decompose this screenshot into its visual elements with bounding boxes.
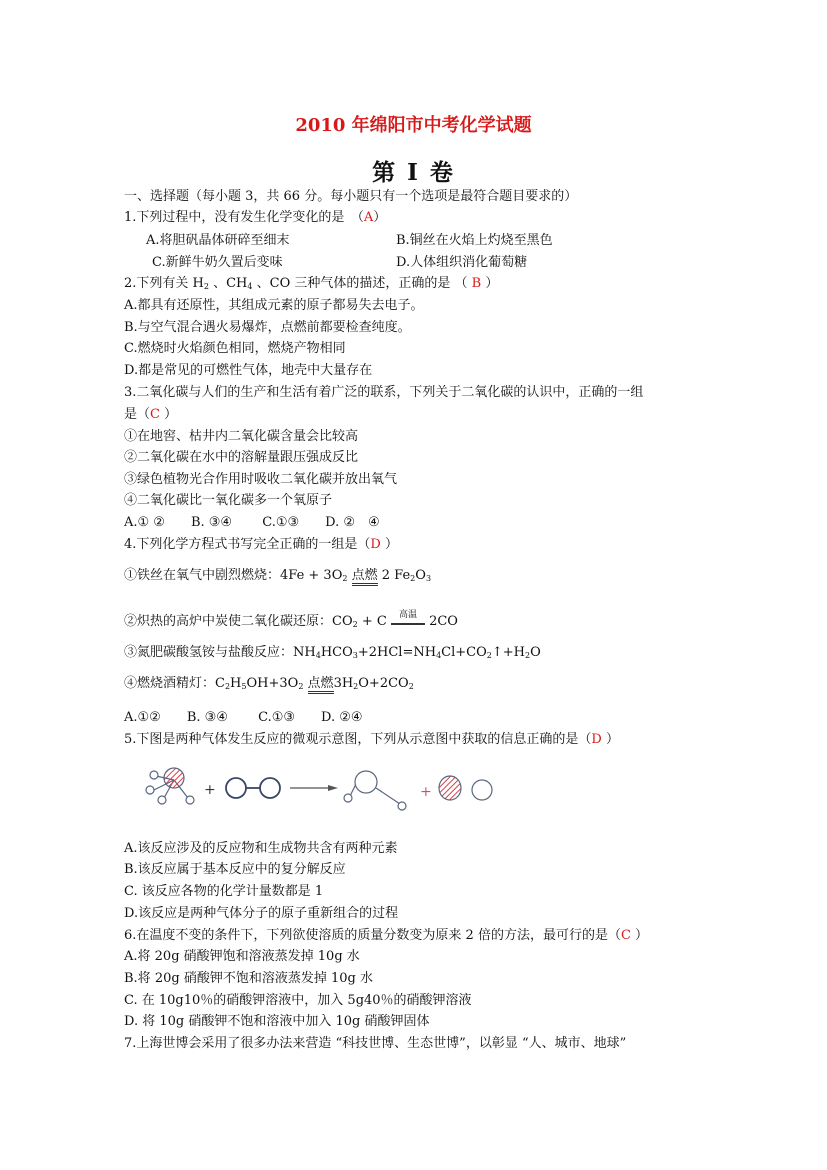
- molecule-reaction-diagram: [138, 760, 508, 820]
- q1-option-b: B.铜丝在火焰上灼烧至黑色: [396, 233, 553, 248]
- q4-equation-3: ③氮肥碳酸氢铵与盐酸反应：$NH_4HCO_3+2HCl=NH_4Cl+CO_2↑+H_2O$: [124, 645, 541, 660]
- q1-option-a: A.将胆矾晶体研碎至细末: [146, 233, 290, 248]
- q3-statement-4: ④二氧化碳比一氧化碳多一个氧原子: [124, 493, 333, 508]
- question-6-stem: 6.在温度不变的条件下，下列欲使溶质的质量分数变为原来 2 倍的方法，最可行的是（C ）: [124, 928, 649, 943]
- q5-option-a: A.该反应涉及的反应物和生成物共含有两种元素: [124, 841, 398, 856]
- ignite-condition: 点燃: [352, 568, 378, 586]
- q1-option-c: C.新鲜牛奶久置后变味: [152, 255, 283, 270]
- section-heading: 一、选择题（每小题 3，共 66 分。每小题只有一个选项是最符合题目要求的）: [124, 189, 578, 204]
- volume-heading: 第 I 卷: [372, 159, 455, 186]
- methane-molecule: [146, 768, 194, 804]
- q4-equation-4: ④燃烧酒精灯：$C_2H_5OH+3O_2$ 点燃$3H_2O+2CO_2$: [124, 675, 414, 695]
- plus-sign-1: +: [204, 782, 216, 798]
- question-3-stem-cont: 是（C ）: [124, 407, 178, 422]
- question-7-stem: 7.上海世博会采用了很多办法来营造 “科技世博、生态世博”，以彰显 “人、城市、地球”: [124, 1036, 627, 1051]
- q3-statement-3: ③绿色植物光合作用时吸收二氧化碳并放出氧气: [124, 472, 398, 487]
- q5-option-d: D.该反应是两种气体分子的原子重新组合的过程: [124, 906, 399, 921]
- q3-statement-1: ①在地窖、枯井内二氧化碳含量会比较高: [124, 429, 359, 444]
- q2-option-c: C.燃烧时火焰颜色相同，燃烧产物相同: [124, 341, 346, 356]
- oxygen-molecule: [226, 778, 280, 798]
- question-4-stem: 4.下列化学方程式书写完全正确的一组是（D ）: [124, 537, 398, 552]
- q6-option-d: D. 将 10g 硝酸钾不饱和溶液中加入 10g 硝酸钾固体: [124, 1014, 430, 1029]
- answer-1: A: [363, 210, 374, 225]
- exam-title: 2010 年绵阳市中考化学试题: [295, 115, 532, 136]
- product-molecule: [439, 776, 492, 800]
- question-5-stem: 5.下图是两种气体发生反应的微观示意图，下列从示意图中获取的信息正确的是（D ）: [124, 732, 619, 747]
- q5-option-c: C. 该反应各物的化学计量数都是 1: [124, 884, 324, 899]
- q6-option-b: B.将 20g 硝酸钾不饱和溶液蒸发掉 10g 水: [124, 971, 373, 986]
- answer-3: C: [150, 407, 160, 422]
- q1-option-d: D.人体组织消化葡萄糖: [396, 255, 528, 270]
- q2-option-d: D.都是常见的可燃性气体，地壳中大量存在: [124, 363, 373, 378]
- high-temp-condition: 高温: [391, 615, 425, 625]
- answer-4: D: [370, 537, 381, 552]
- answer-2: B: [471, 276, 482, 291]
- q6-option-a: A.将 20g 硝酸钾饱和溶液蒸发掉 10g 水: [124, 949, 360, 964]
- q6-option-c: C. 在 10g10％的硝酸钾溶液中，加入 5g40％的硝酸钾溶液: [124, 993, 472, 1008]
- answer-6: C: [620, 928, 631, 943]
- water-molecule: [344, 771, 406, 810]
- plus-sign-2: +: [420, 784, 432, 800]
- reaction-arrow: [290, 785, 338, 791]
- answer-5: D: [591, 732, 602, 747]
- q4-options: A.①② B. ③④ C.①③ D. ②④: [124, 710, 363, 725]
- question-2-stem: 2.下列有关 $H_2$ 、$CH_4$ 、CO 三种气体的描述，正确的是 （ B ）: [124, 276, 499, 291]
- q3-options: A.① ② B. ③④ C.①③ D. ② ④: [124, 515, 380, 530]
- ignite-condition-2: 点燃: [308, 676, 334, 694]
- q4-equation-2: ②炽热的高炉中炭使二氧化碳还原：$CO_2 + C$ 高温 2CO: [124, 610, 458, 629]
- q5-option-b: B.该反应属于基本反应中的复分解反应: [124, 862, 346, 877]
- question-1-stem: 1.下列过程中，没有发生化学变化的是 （A）: [124, 210, 387, 225]
- q3-statement-2: ②二氧化碳在水中的溶解量跟压强成反比: [124, 450, 359, 465]
- q2-option-b: B.与空气混合遇火易爆炸，点燃前都要检查纯度。: [124, 320, 411, 335]
- q2-option-a: A.都具有还原性，其组成元素的原子都易失去电子。: [124, 298, 424, 313]
- question-3-stem: 3.二氧化碳与人们的生产和生活有着广泛的联系，下列关于二氧化碳的认识中，正确的一组: [124, 385, 644, 400]
- q4-equation-1: ①铁丝在氧气中剧烈燃烧：$4Fe + 3O_2$ 点燃 2 $Fe_2O_3$: [124, 567, 431, 587]
